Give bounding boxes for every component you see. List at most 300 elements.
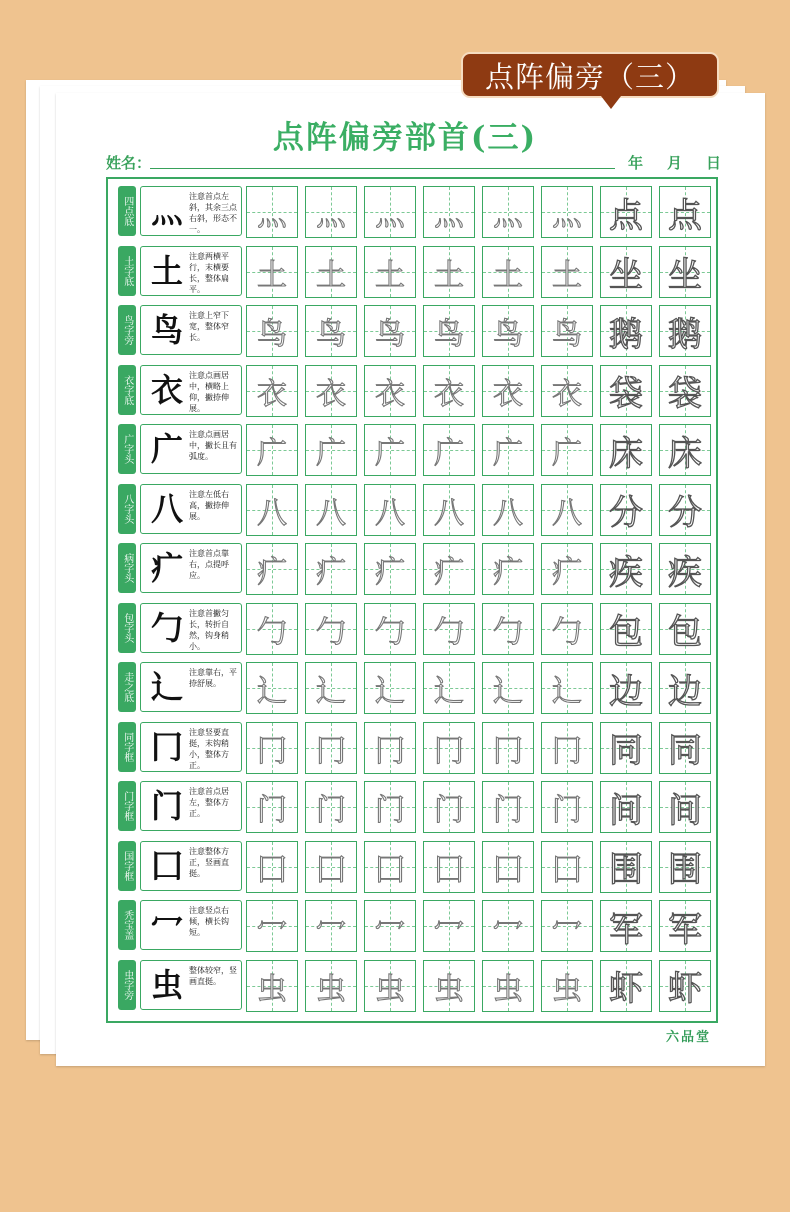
trace-cell-radical[interactable] — [482, 662, 534, 714]
trace-cell-radical[interactable] — [423, 484, 475, 536]
dotted-radical-glyph: 鸟 — [257, 317, 287, 352]
trace-cell-radical[interactable] — [364, 365, 416, 417]
trace-cell-radical[interactable] — [305, 900, 357, 952]
trace-cell-example[interactable] — [600, 900, 652, 952]
trace-cell-radical[interactable] — [305, 781, 357, 833]
trace-cell-radical[interactable] — [364, 722, 416, 774]
dotted-example-glyph: 军 — [609, 909, 643, 950]
trace-cell-radical[interactable] — [482, 781, 534, 833]
dotted-radical-glyph: 勹 — [493, 614, 523, 650]
trace-cell-radical[interactable] — [423, 305, 475, 357]
dotted-radical-glyph: 鸟 — [552, 317, 582, 352]
trace-cell-example[interactable] — [600, 424, 652, 476]
trace-cell-example[interactable] — [600, 365, 652, 417]
dotted-example-glyph: 鹅 — [668, 314, 702, 355]
radical-info-box — [140, 662, 242, 712]
trace-cell-radical[interactable] — [305, 603, 357, 655]
trace-cell-example[interactable] — [600, 543, 652, 595]
radical-info-box — [140, 543, 242, 593]
dotted-radical-glyph: 八 — [434, 495, 464, 531]
dotted-radical-glyph: 虫 — [493, 971, 523, 1007]
dotted-radical-glyph: 广 — [434, 436, 464, 471]
dotted-radical-glyph: 疒 — [316, 555, 346, 590]
dotted-radical-glyph: 冂 — [375, 733, 405, 769]
radical-info-box — [140, 424, 242, 474]
trace-cell-radical[interactable] — [305, 841, 357, 893]
dotted-radical-glyph: 冖 — [375, 912, 405, 947]
trace-cell-radical[interactable] — [364, 841, 416, 893]
name-label: 姓名： — [106, 154, 152, 172]
trace-cell-radical[interactable] — [305, 365, 357, 417]
dotted-radical-glyph: 疒 — [375, 555, 405, 590]
trace-cell-radical[interactable] — [364, 246, 416, 298]
radical-model-char: 虫 — [150, 965, 183, 1004]
trace-cell-example[interactable] — [600, 246, 652, 298]
trace-cell-radical[interactable] — [364, 603, 416, 655]
dotted-radical-glyph: 土 — [316, 257, 346, 293]
dotted-radical-glyph: 门 — [257, 793, 287, 828]
trace-cell-radical[interactable] — [305, 484, 357, 536]
trace-cell-radical[interactable] — [364, 484, 416, 536]
trace-cell-radical[interactable] — [246, 484, 298, 536]
trace-cell-radical[interactable] — [364, 781, 416, 833]
radical-row — [112, 183, 716, 239]
trace-cell-radical[interactable] — [423, 662, 475, 714]
trace-cell-example[interactable] — [600, 305, 652, 357]
radical-model-char: 冂 — [150, 727, 183, 766]
radical-model-char: 灬 — [150, 192, 183, 230]
dotted-radical-glyph: 衣 — [316, 376, 346, 412]
trace-cell-example[interactable] — [600, 186, 652, 238]
radical-info-box — [140, 365, 242, 415]
trace-cell-radical[interactable] — [541, 186, 593, 238]
dotted-radical-glyph: 衣 — [493, 376, 523, 412]
practice-grid — [106, 177, 718, 1023]
trace-cell-radical[interactable] — [541, 960, 593, 1012]
dotted-example-glyph: 虾 — [668, 969, 702, 1009]
radical-name-label: 衣字底 — [118, 365, 136, 415]
radical-info-box — [140, 484, 242, 534]
radical-row — [112, 481, 716, 537]
radical-model-char: 辶 — [150, 668, 183, 706]
dotted-radical-glyph: 八 — [493, 495, 523, 531]
dotted-radical-glyph: 勹 — [434, 614, 464, 650]
radical-name-label: 国字框 — [118, 841, 136, 891]
radical-model-char: 八 — [150, 489, 183, 528]
trace-cell-radical[interactable] — [246, 365, 298, 417]
trace-cell-radical[interactable] — [482, 722, 534, 774]
dotted-example-glyph: 虾 — [609, 969, 643, 1009]
trace-cell-radical[interactable] — [541, 781, 593, 833]
dotted-radical-glyph: 广 — [493, 436, 523, 471]
trace-cell-example[interactable] — [659, 722, 711, 774]
trace-cell-radical[interactable] — [305, 662, 357, 714]
trace-cell-example[interactable] — [659, 603, 711, 655]
trace-cell-radical[interactable] — [423, 722, 475, 774]
dotted-radical-glyph: 灬 — [316, 198, 346, 233]
name-line — [150, 168, 615, 169]
trace-cell-radical[interactable] — [482, 841, 534, 893]
dotted-radical-glyph: 勹 — [375, 614, 405, 650]
radical-info-box — [140, 900, 242, 950]
dotted-radical-glyph: 广 — [375, 436, 405, 471]
dotted-radical-glyph: 土 — [493, 257, 523, 293]
radical-model-char: 冖 — [150, 906, 183, 944]
dotted-example-glyph: 围 — [668, 850, 702, 890]
radical-row — [112, 957, 716, 1013]
dotted-radical-glyph: 土 — [434, 257, 464, 293]
radical-writing-note: 注意点画居中，横略上仰，撇捺伸展。 — [189, 370, 229, 413]
trace-cell-radical[interactable] — [541, 484, 593, 536]
dotted-radical-glyph: 门 — [375, 793, 405, 828]
dotted-radical-glyph: 疒 — [257, 555, 287, 590]
radical-model-char: 勹 — [150, 608, 183, 647]
dotted-radical-glyph: 门 — [434, 793, 464, 828]
radical-name-label: 广字头 — [118, 424, 136, 474]
dotted-radical-glyph: 衣 — [257, 376, 287, 412]
dotted-example-glyph: 同 — [609, 731, 643, 771]
trace-cell-radical[interactable] — [482, 246, 534, 298]
dotted-radical-glyph: 冖 — [316, 912, 346, 947]
dotted-radical-glyph: 土 — [552, 257, 582, 293]
trace-cell-example[interactable] — [659, 960, 711, 1012]
dotted-example-glyph: 分 — [668, 493, 702, 533]
dotted-radical-glyph: 广 — [316, 436, 346, 471]
trace-cell-radical[interactable] — [482, 603, 534, 655]
trace-cell-radical[interactable] — [541, 603, 593, 655]
trace-cell-example[interactable] — [600, 841, 652, 893]
trace-cell-radical[interactable] — [482, 305, 534, 357]
trace-cell-radical[interactable] — [541, 305, 593, 357]
dotted-radical-glyph: 虫 — [257, 971, 287, 1007]
trace-cell-example[interactable] — [659, 305, 711, 357]
trace-cell-radical[interactable] — [246, 900, 298, 952]
radical-info-box — [140, 305, 242, 355]
dotted-radical-glyph: 八 — [375, 495, 405, 531]
dotted-example-glyph: 军 — [668, 909, 702, 950]
dotted-radical-glyph: 辶 — [316, 674, 346, 709]
trace-cell-radical[interactable] — [246, 960, 298, 1012]
radical-row — [112, 362, 716, 418]
radical-row — [112, 719, 716, 775]
dotted-radical-glyph: 八 — [257, 495, 287, 531]
radical-name-label: 病字头 — [118, 543, 136, 593]
dotted-radical-glyph: 灬 — [493, 198, 523, 233]
radical-model-char: 囗 — [150, 846, 183, 885]
trace-cell-radical[interactable] — [246, 186, 298, 238]
dotted-example-glyph: 疾 — [609, 552, 643, 593]
radical-writing-note: 注意左低右高，撇捺伸展。 — [189, 489, 229, 521]
trace-cell-radical[interactable] — [482, 543, 534, 595]
dotted-radical-glyph: 灬 — [434, 198, 464, 233]
dotted-radical-glyph: 冂 — [552, 733, 582, 769]
dotted-example-glyph: 袋 — [609, 374, 643, 414]
dotted-radical-glyph: 冖 — [434, 912, 464, 947]
trace-cell-example[interactable] — [659, 841, 711, 893]
radical-writing-note: 注意首撇匀长，转折自然，钩身稍小。 — [189, 608, 229, 651]
trace-cell-radical[interactable] — [541, 424, 593, 476]
radical-info-box — [140, 841, 242, 891]
radical-row — [112, 540, 716, 596]
dotted-example-glyph: 间 — [609, 790, 643, 831]
trace-cell-radical[interactable] — [541, 246, 593, 298]
trace-cell-radical[interactable] — [541, 543, 593, 595]
trace-cell-radical[interactable] — [305, 960, 357, 1012]
trace-cell-radical[interactable] — [423, 365, 475, 417]
radical-writing-note: 注意首点靠右，点提呼应。 — [189, 549, 229, 580]
trace-cell-radical[interactable] — [482, 484, 534, 536]
dotted-radical-glyph: 衣 — [552, 376, 582, 412]
dotted-radical-glyph: 辶 — [552, 674, 582, 709]
radical-info-box — [140, 960, 242, 1010]
date-month-label: 月 — [667, 154, 683, 172]
dotted-example-glyph: 围 — [609, 850, 643, 890]
date-day-label: 日 — [706, 154, 722, 172]
trace-cell-radical[interactable] — [482, 365, 534, 417]
dotted-radical-glyph: 勹 — [552, 614, 582, 650]
dotted-radical-glyph: 衣 — [434, 376, 464, 412]
trace-cell-radical[interactable] — [364, 900, 416, 952]
trace-cell-radical[interactable] — [364, 662, 416, 714]
trace-cell-radical[interactable] — [246, 305, 298, 357]
trace-cell-radical[interactable] — [482, 960, 534, 1012]
dotted-example-glyph: 鹅 — [609, 314, 643, 355]
trace-cell-example[interactable] — [659, 662, 711, 714]
dotted-example-glyph: 坐 — [668, 255, 702, 295]
trace-cell-radical[interactable] — [423, 960, 475, 1012]
radical-writing-note: 注意竖点右倾，横长钩短。 — [189, 906, 229, 937]
radical-model-char: 衣 — [150, 370, 183, 409]
dotted-radical-glyph: 勹 — [316, 614, 346, 650]
dotted-radical-glyph: 鸟 — [375, 317, 405, 352]
trace-cell-example[interactable] — [659, 186, 711, 238]
dotted-radical-glyph: 囗 — [375, 852, 405, 888]
trace-cell-radical[interactable] — [423, 424, 475, 476]
dotted-example-glyph: 疾 — [668, 552, 702, 593]
trace-cell-radical[interactable] — [305, 543, 357, 595]
dotted-example-glyph: 点 — [668, 195, 702, 236]
trace-cell-example[interactable] — [659, 543, 711, 595]
dotted-radical-glyph: 广 — [552, 436, 582, 471]
trace-cell-radical[interactable] — [364, 186, 416, 238]
radical-info-box — [140, 246, 242, 296]
page-title: 点阵偏旁部首(三) — [272, 120, 538, 156]
dotted-example-glyph: 边 — [668, 671, 702, 712]
trace-cell-example[interactable] — [659, 484, 711, 536]
dotted-example-glyph: 坐 — [609, 255, 643, 295]
series-tag: 点阵偏旁（三） — [461, 52, 719, 98]
dotted-radical-glyph: 虫 — [552, 971, 582, 1007]
trace-cell-radical[interactable] — [482, 424, 534, 476]
dotted-radical-glyph: 冂 — [316, 733, 346, 769]
trace-cell-radical[interactable] — [482, 900, 534, 952]
dotted-example-glyph: 床 — [668, 433, 702, 474]
dotted-example-glyph: 点 — [609, 195, 643, 236]
trace-cell-radical[interactable] — [364, 424, 416, 476]
dotted-example-glyph: 包 — [668, 612, 702, 652]
dotted-radical-glyph: 勹 — [257, 614, 287, 650]
trace-cell-example[interactable] — [600, 662, 652, 714]
trace-cell-radical[interactable] — [423, 603, 475, 655]
dotted-radical-glyph: 灬 — [375, 198, 405, 233]
radical-info-box — [140, 186, 242, 236]
dotted-radical-glyph: 八 — [552, 495, 582, 531]
trace-cell-radical[interactable] — [541, 722, 593, 774]
trace-cell-radical[interactable] — [246, 246, 298, 298]
trace-cell-radical[interactable] — [423, 246, 475, 298]
trace-cell-radical[interactable] — [246, 603, 298, 655]
trace-cell-radical[interactable] — [305, 305, 357, 357]
date-year-label: 年 — [628, 154, 644, 172]
trace-cell-radical[interactable] — [305, 246, 357, 298]
dotted-radical-glyph: 冖 — [257, 912, 287, 947]
radical-writing-note: 整体较窄，竖画直挺。 — [189, 965, 237, 986]
radical-row — [112, 421, 716, 477]
dotted-radical-glyph: 囗 — [316, 852, 346, 888]
dotted-radical-glyph: 囗 — [434, 852, 464, 888]
trace-cell-radical[interactable] — [541, 662, 593, 714]
dotted-radical-glyph: 衣 — [375, 376, 405, 412]
trace-cell-radical[interactable] — [305, 424, 357, 476]
radical-writing-note: 注意首点居左，整体方正。 — [189, 787, 229, 818]
radical-writing-note: 注意靠右，平捺舒展。 — [189, 668, 237, 688]
dotted-radical-glyph: 囗 — [493, 852, 523, 888]
trace-cell-radical[interactable] — [246, 841, 298, 893]
trace-cell-example[interactable] — [600, 484, 652, 536]
dotted-radical-glyph: 鸟 — [434, 317, 464, 352]
trace-cell-example[interactable] — [600, 603, 652, 655]
radical-name-label: 鸟字旁 — [118, 305, 136, 355]
trace-cell-radical[interactable] — [423, 186, 475, 238]
dotted-radical-glyph: 疒 — [552, 555, 582, 590]
dotted-radical-glyph: 疒 — [493, 555, 523, 590]
trace-cell-radical[interactable] — [246, 662, 298, 714]
trace-cell-radical[interactable] — [423, 781, 475, 833]
dotted-radical-glyph: 虫 — [375, 971, 405, 1007]
radical-row — [112, 778, 716, 834]
trace-cell-radical[interactable] — [423, 900, 475, 952]
trace-cell-example[interactable] — [659, 365, 711, 417]
dotted-radical-glyph: 虫 — [316, 971, 346, 1007]
dotted-radical-glyph: 辶 — [257, 674, 287, 709]
radical-name-label: 虫字旁 — [118, 960, 136, 1010]
radical-name-label: 走之底 — [118, 662, 136, 712]
radical-model-char: 土 — [150, 251, 183, 290]
dotted-radical-glyph: 灬 — [552, 198, 582, 233]
dotted-example-glyph: 边 — [609, 671, 643, 712]
trace-cell-example[interactable] — [659, 424, 711, 476]
radical-name-label: 门字框 — [118, 781, 136, 831]
dotted-radical-glyph: 门 — [316, 793, 346, 828]
radical-name-label: 四点底 — [118, 186, 136, 236]
radical-writing-note: 注意竖要直挺，末钩稍小，整体方正。 — [189, 727, 229, 770]
dotted-radical-glyph: 辶 — [375, 674, 405, 709]
trace-cell-example[interactable] — [659, 246, 711, 298]
trace-cell-radical[interactable] — [364, 543, 416, 595]
dotted-radical-glyph: 冂 — [493, 733, 523, 769]
trace-cell-radical[interactable] — [305, 186, 357, 238]
radical-row — [112, 600, 716, 656]
trace-cell-radical[interactable] — [364, 960, 416, 1012]
trace-cell-radical[interactable] — [246, 424, 298, 476]
radical-row — [112, 302, 716, 358]
brand-logo: 六品堂 — [666, 1030, 712, 1045]
radical-row — [112, 659, 716, 715]
dotted-radical-glyph: 冖 — [552, 912, 582, 947]
trace-cell-radical[interactable] — [246, 722, 298, 774]
dotted-radical-glyph: 冂 — [257, 733, 287, 769]
trace-cell-example[interactable] — [659, 781, 711, 833]
trace-cell-example[interactable] — [600, 722, 652, 774]
radical-model-char: 门 — [150, 787, 183, 825]
dotted-radical-glyph: 广 — [257, 436, 287, 471]
radical-model-char: 疒 — [150, 549, 183, 587]
dotted-example-glyph: 包 — [609, 612, 643, 652]
trace-cell-example[interactable] — [600, 781, 652, 833]
radical-writing-note: 注意两横平行，末横要长，整体扁平。 — [189, 251, 229, 294]
dotted-radical-glyph: 鸟 — [316, 317, 346, 352]
dotted-radical-glyph: 门 — [552, 793, 582, 828]
dotted-radical-glyph: 土 — [375, 257, 405, 293]
radical-row — [112, 838, 716, 894]
dotted-radical-glyph: 辶 — [434, 674, 464, 709]
radical-info-box — [140, 722, 242, 772]
dotted-example-glyph: 床 — [609, 433, 643, 474]
trace-cell-radical[interactable] — [305, 722, 357, 774]
trace-cell-radical[interactable] — [482, 186, 534, 238]
dotted-example-glyph: 间 — [668, 790, 702, 831]
radical-writing-note: 注意首点左斜，其余三点右斜，形态不一。 — [189, 192, 237, 234]
radical-info-box — [140, 603, 242, 653]
dotted-radical-glyph: 囗 — [257, 852, 287, 888]
dotted-radical-glyph: 辶 — [493, 674, 523, 709]
dotted-example-glyph: 袋 — [668, 374, 702, 414]
radical-info-box — [140, 781, 242, 831]
trace-cell-example[interactable] — [659, 900, 711, 952]
dotted-radical-glyph: 八 — [316, 495, 346, 531]
dotted-example-glyph: 分 — [609, 493, 643, 533]
radical-model-char: 鸟 — [150, 311, 183, 349]
dotted-radical-glyph: 囗 — [552, 852, 582, 888]
trace-cell-example[interactable] — [600, 960, 652, 1012]
radical-name-label: 包字头 — [118, 603, 136, 653]
dotted-radical-glyph: 鸟 — [493, 317, 523, 352]
trace-cell-radical[interactable] — [541, 365, 593, 417]
dotted-radical-glyph: 虫 — [434, 971, 464, 1007]
trace-cell-radical[interactable] — [423, 841, 475, 893]
dotted-radical-glyph: 疒 — [434, 555, 464, 590]
dotted-example-glyph: 同 — [668, 731, 702, 771]
trace-cell-radical[interactable] — [246, 543, 298, 595]
trace-cell-radical[interactable] — [541, 900, 593, 952]
radical-writing-note: 注意整体方正，竖画直挺。 — [189, 846, 229, 878]
radical-name-label: 土字底 — [118, 246, 136, 296]
radical-row — [112, 243, 716, 299]
dotted-radical-glyph: 门 — [493, 793, 523, 828]
trace-cell-radical[interactable] — [246, 781, 298, 833]
trace-cell-radical[interactable] — [364, 305, 416, 357]
dotted-radical-glyph: 冂 — [434, 733, 464, 769]
trace-cell-radical[interactable] — [541, 841, 593, 893]
radical-writing-note: 注意上窄下宽，整体窄长。 — [189, 311, 229, 342]
dotted-radical-glyph: 灬 — [257, 198, 287, 233]
dotted-radical-glyph: 冖 — [493, 912, 523, 947]
trace-cell-radical[interactable] — [423, 543, 475, 595]
radical-model-char: 广 — [150, 430, 183, 468]
radical-name-label: 秃宝盖 — [118, 900, 136, 950]
radical-name-label: 同字框 — [118, 722, 136, 772]
dotted-radical-glyph: 土 — [257, 257, 287, 293]
